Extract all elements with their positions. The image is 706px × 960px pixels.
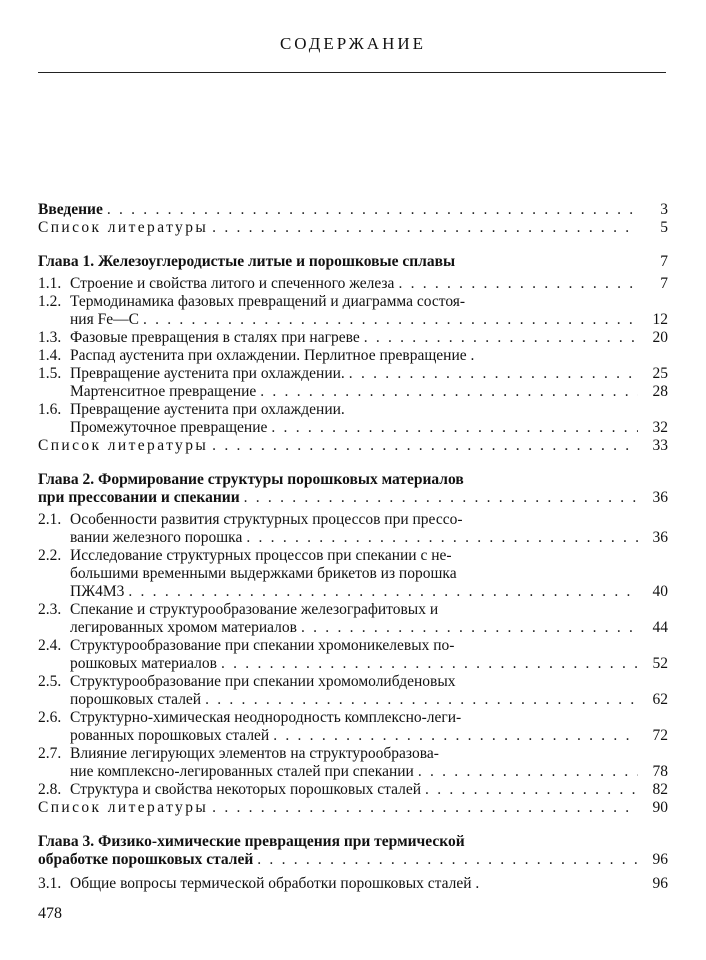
leader-dots [107, 201, 638, 219]
section-text: ния Fe—C [70, 311, 139, 328]
toc-section-2-5-cont [38, 691, 668, 709]
toc-chapter-2-cont [38, 489, 668, 507]
toc-page-number: 72 [652, 727, 668, 744]
toc-section-2-2-cont2 [38, 583, 668, 601]
toc-section-1-3 [38, 329, 668, 347]
toc-chapter-3-cont [38, 851, 668, 869]
section-text: 2.3. Спекание и структурообразование железографитовых и [38, 601, 439, 618]
chapter-title: при прессовании и спекании [38, 489, 240, 506]
toc-page-number: 32 [652, 419, 668, 436]
toc-page-number: 20 [652, 329, 668, 346]
chapter-title: Глава 3. Физико-химические превращения при термической [38, 833, 465, 850]
chapter-title: обработке порошковых сталей [38, 851, 254, 868]
toc-entry-label: Список литературы [38, 437, 209, 454]
toc-section-1-2-cont [38, 311, 668, 329]
toc-page-number: 96 [652, 851, 668, 868]
section-text: рованных порошковых сталей [70, 727, 270, 744]
section-text: 2.4. Структурообразование при спекании хромоникелевых по- [38, 637, 455, 654]
toc-section-2-7 [38, 745, 668, 763]
toc-section-2-5 [38, 673, 668, 691]
toc-page-number: 36 [652, 529, 668, 546]
toc-page-number: 7 [660, 253, 668, 270]
section-text: 2.5. Структурообразование при спекании хромомолибденовых [38, 673, 456, 690]
toc-section-2-2 [38, 547, 668, 565]
section-text: 2.1. Особенности развития структурных процессов при прессо- [38, 511, 463, 528]
section-text: 1.2. Термодинамика фазовых превращений и диаграмма состоя- [38, 293, 466, 310]
leader-dots [398, 275, 638, 293]
toc-section-2-3 [38, 601, 668, 619]
table-of-contents [38, 201, 668, 893]
toc-section-1-6 [38, 401, 668, 419]
toc-page-number: 12 [652, 311, 668, 328]
toc-section-2-6 [38, 709, 668, 727]
toc-section-2-4 [38, 637, 668, 655]
toc-chapter-1-literature [38, 437, 668, 455]
toc-page-number: 44 [652, 619, 668, 636]
toc-entry-intro-literature [38, 219, 668, 237]
section-text: 2.6. Структурно-химическая неоднородность комплексно-леги- [38, 709, 462, 726]
toc-chapter-3 [38, 833, 668, 851]
toc-page-number: 62 [652, 691, 668, 708]
section-text: Промежуточное превращение [70, 419, 268, 436]
chapter-title: Глава 2. Формирование структуры порошковых материалов [38, 471, 464, 488]
toc-entry-label: Список литературы [38, 799, 209, 816]
toc-page-number: 36 [652, 489, 668, 506]
chapter-title: Глава 1. Железоуглеродистые литые и порошковые сплавы [38, 253, 456, 270]
toc-page-number: 52 [652, 655, 668, 672]
toc-page-number: 7 [660, 275, 668, 292]
toc-entry-label: Список литературы [38, 219, 209, 236]
leader-dots [212, 799, 638, 817]
toc-page-number: 33 [652, 437, 668, 454]
leader-dots [212, 437, 638, 455]
section-text: 3.1. Общие вопросы термической обработки порошковых сталей . [38, 875, 480, 892]
toc-chapter-2-literature [38, 799, 668, 817]
leader-dots [128, 583, 638, 601]
toc-section-3-1 [38, 875, 668, 893]
section-text: 2.2. Исследование структурных процессов при спекании с не- [38, 547, 452, 564]
toc-section-2-2-cont [38, 565, 668, 583]
toc-page-number: 3 [660, 201, 668, 218]
leader-dots [349, 365, 638, 383]
leader-dots [364, 329, 638, 347]
page-header-title: СОДЕРЖАНИЕ [279, 34, 427, 53]
leader-dots [425, 781, 638, 799]
section-text: ПЖ4М3 [70, 583, 125, 600]
toc-section-1-5 [38, 365, 668, 383]
leader-dots [244, 489, 638, 507]
toc-section-2-1 [38, 511, 668, 529]
section-text: ние комплексно-легированных сталей при спекании [70, 763, 414, 780]
leader-dots [143, 311, 638, 329]
toc-section-1-5-cont [38, 383, 668, 401]
leader-dots [221, 655, 638, 673]
toc-page-number: 82 [652, 781, 668, 798]
toc-page-number: 78 [652, 763, 668, 780]
leader-dots [301, 619, 638, 637]
toc-chapter-2 [38, 471, 668, 489]
leader-dots [418, 763, 638, 781]
leader-dots [246, 529, 638, 547]
header-rule [38, 72, 666, 73]
section-text: рошковых материалов [70, 655, 217, 672]
leader-dots [212, 219, 638, 237]
leader-dots [271, 419, 638, 437]
section-text: вании железного порошка [70, 529, 243, 546]
toc-page-number: 25 [652, 365, 668, 382]
toc-section-1-2 [38, 293, 668, 311]
toc-section-2-4-cont [38, 655, 668, 673]
toc-page-number: 90 [652, 799, 668, 816]
leader-dots [273, 727, 638, 745]
toc-page-number: 96 [652, 875, 668, 892]
toc-chapter-1 [38, 253, 668, 271]
section-text: Мартенситное превращение [70, 383, 257, 400]
toc-section-1-4 [38, 347, 668, 365]
toc-page-number: 40 [652, 583, 668, 600]
toc-page-number: 5 [660, 219, 668, 236]
leader-dots [260, 383, 638, 401]
toc-section-2-1-cont [38, 529, 668, 547]
section-text: 1.5. Превращение аустенита при охлаждении. [38, 365, 345, 382]
toc-section-2-3-cont [38, 619, 668, 637]
page-number: 478 [38, 905, 62, 922]
toc-page-number: 28 [652, 383, 668, 400]
section-text: 1.4. Распад аустенита при охлаждении. Перлитное превращение . [38, 347, 475, 364]
section-text: большими временными выдержками брикетов из порошка [70, 565, 457, 582]
toc-entry-label: Введение [38, 201, 103, 218]
toc-entry-intro [38, 201, 668, 219]
section-text: 2.8. Структура и свойства некоторых порошковых сталей [38, 781, 422, 798]
section-text: легированных хромом материалов [70, 619, 297, 636]
toc-section-2-7-cont [38, 763, 668, 781]
section-text: 1.1. Строение и свойства литого и спеченного железа [38, 275, 395, 292]
toc-section-1-1 [38, 275, 668, 293]
toc-section-2-6-cont [38, 727, 668, 745]
leader-dots [205, 691, 638, 709]
leader-dots [257, 851, 638, 869]
toc-section-1-6-cont [38, 419, 668, 437]
section-text: порошковых сталей [70, 691, 202, 708]
section-text: 1.3. Фазовые превращения в сталях при нагреве [38, 329, 360, 346]
section-text: 2.7. Влияние легирующих элементов на структурообразова- [38, 745, 439, 762]
section-text: 1.6. Превращение аустенита при охлаждении. [38, 401, 345, 418]
toc-section-2-8 [38, 781, 668, 799]
